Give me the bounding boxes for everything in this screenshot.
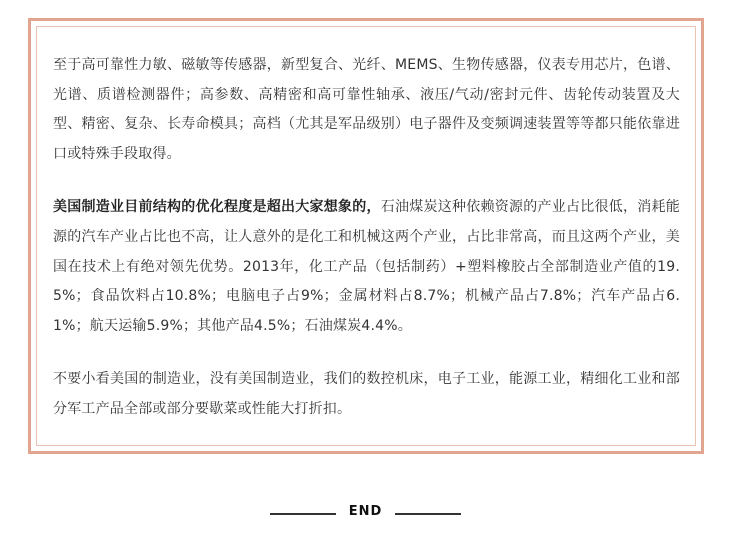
paragraph-2-highlight: 美国制造业目前结构的优化程度是超出大家想象的， bbox=[53, 199, 381, 216]
paragraph-1: 至于高可靠性力敏、磁敏等传感器，新型复合、光纤、MEMS、生物传感器，仪表专用芯片，色谱、光谱、质谱检测器件；高参数、高精密和高可靠性轴承、液压/气动/密封元件、齿轮传动装置及大型、精密、复杂、长寿命模具；高档（尤其是军品级别）电子器件及变频调速装置等等都只能依靠进口或特殊手段取得。 bbox=[53, 57, 680, 162]
end-divider-left bbox=[270, 513, 336, 515]
article-body bbox=[53, 51, 680, 449]
end-marker bbox=[0, 503, 737, 523]
paragraph-2 bbox=[53, 193, 680, 341]
article-frame bbox=[28, 18, 704, 454]
paragraph-3: 不要小看美国的制造业，没有美国制造业，我们的数控机床，电子工业，能源工业，精细化工业和部分军工产品全部或部分要歇菜或性能大打折扣。 bbox=[53, 371, 680, 417]
end-label: END bbox=[348, 504, 383, 519]
paragraph-2-text: 石油煤炭这种依赖资源的产业占比很低，消耗能源的汽车产业占比也不高，让人意外的是化工和机械这两个产业，占比非常高，而且这两个产业，美国在技术上有绝对领先优势。2013年，化工产品（包括制药）+塑料橡胶占全部制造业产值的19.5%；食品饮料占10.8%；电脑电子占9%；金属材料占8.7%；机械产品占7.8%；汽车产品占6.1%；航天运输5.9%；其他产品4.5%；石油煤炭4.4%。 bbox=[53, 199, 680, 334]
end-divider-right bbox=[395, 513, 461, 515]
